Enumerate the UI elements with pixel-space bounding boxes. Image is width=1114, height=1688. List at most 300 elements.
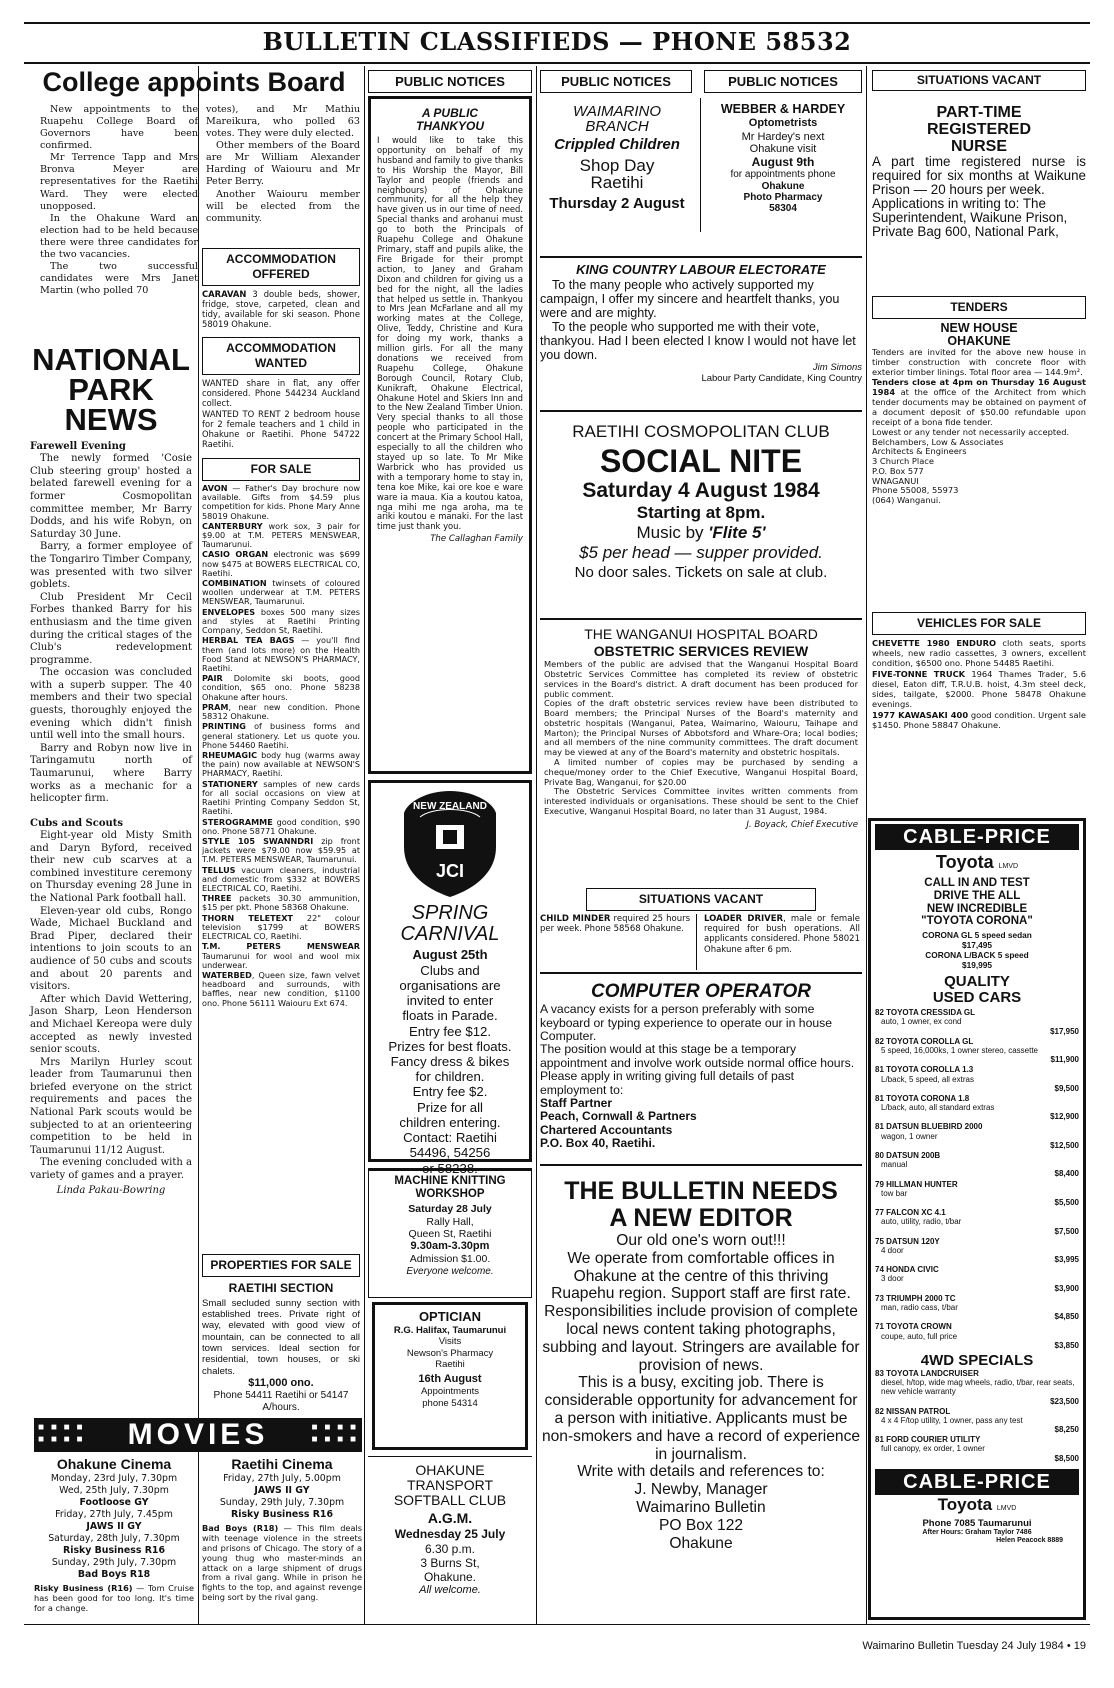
carnival-date: August 25th bbox=[412, 947, 488, 962]
cinema-name: Raetihi Cinema bbox=[231, 1456, 333, 1472]
column-rule bbox=[696, 914, 697, 970]
hospital-board-name: THE WANGANUI HOSPITAL BOARD bbox=[584, 626, 818, 642]
car-price: $3,995 bbox=[1054, 1255, 1079, 1265]
body-line: Our old one's worn out!!! bbox=[616, 1232, 786, 1249]
carnival-line: organisations are bbox=[399, 978, 501, 994]
car-listing bbox=[875, 1435, 1079, 1463]
raetihi-section-heading: RAETIHI SECTION bbox=[228, 1281, 334, 1295]
for-sale-ad bbox=[202, 636, 360, 673]
ad-text: — Father's Day brochure now available. Gifts from $4.59 plus competition for kids. Phone Mary Anne 58019 Ohakune. bbox=[202, 482, 360, 521]
for-sale-ad bbox=[202, 780, 360, 817]
lead-word: STYLE 105 SWANNDRI bbox=[202, 835, 314, 846]
used-cars-list bbox=[875, 1008, 1079, 1350]
tender-project bbox=[872, 322, 1086, 348]
body-line: PO Box 122 bbox=[658, 1516, 744, 1534]
vehicle-ad bbox=[872, 711, 1086, 731]
car-price: $4,850 bbox=[1054, 1312, 1079, 1322]
child-minder-ad bbox=[540, 914, 690, 934]
ad-text: , near new condition. Phone 58312 Ohakune. bbox=[202, 701, 360, 722]
model-name: CORONA L/BACK 5 speed bbox=[925, 950, 1029, 961]
body-line: Ohakune bbox=[669, 1534, 733, 1552]
name-line: SOFTBALL CLUB bbox=[393, 1492, 507, 1508]
car-listing bbox=[875, 1237, 1079, 1265]
venue-line: Newson's Pharmacy bbox=[406, 1347, 494, 1359]
thankyou-heading bbox=[377, 107, 523, 133]
cinema-note bbox=[34, 1584, 194, 1614]
public-thankyou bbox=[368, 96, 532, 774]
tenders-heading: TENDERS bbox=[872, 296, 1086, 319]
film-strip-icon: ■ ■ ■ ■ ■ ■ ■ ■ bbox=[311, 1422, 358, 1445]
project-line: OHAKUNE bbox=[947, 334, 1011, 348]
car-listing bbox=[875, 1122, 1079, 1150]
lead-word: PRINTING bbox=[202, 721, 246, 732]
properties-text: Small secluded sunny section with established trees. Private right of way, elevated with good view of mountain, can be connected to all town services. Ideal section for residential, town houses, or ski chalets. bbox=[202, 1297, 360, 1377]
for-sale-ad bbox=[202, 914, 360, 942]
lead-word: CHILD MINDER bbox=[540, 914, 611, 924]
name-line: BRANCH bbox=[585, 118, 649, 135]
public-notices-heading: PUBLIC NOTICES bbox=[368, 70, 532, 93]
properties-phone: Phone 54411 Raetihi or 54147 A/hours. bbox=[213, 1390, 349, 1414]
college-col1 bbox=[40, 104, 198, 297]
for-sale-ad bbox=[202, 522, 360, 550]
cable-price-banner: CABLE-PRICE bbox=[875, 1469, 1079, 1495]
event-date: Thursday 2 August bbox=[549, 195, 685, 213]
movie-title: Bad Boys R18 bbox=[77, 1569, 151, 1581]
lead-word: STATIONERY bbox=[202, 778, 258, 789]
movies-banner bbox=[34, 1418, 362, 1452]
car-price: $8,250 bbox=[1054, 1425, 1079, 1435]
tenders-section bbox=[872, 296, 1086, 602]
car-model: 82 NISSAN PATROL bbox=[875, 1406, 951, 1416]
car-details: auto, 1 owner, ex cond bbox=[881, 1017, 962, 1027]
specials-heading: 4WD SPECIALS bbox=[920, 1351, 1034, 1369]
heading-line: THANKYOU bbox=[416, 119, 484, 133]
optician-heading: OPTICIAN bbox=[418, 1309, 482, 1324]
computer-operator-ad bbox=[540, 972, 862, 1158]
ohakune-cinema bbox=[34, 1456, 194, 1614]
carnival-line: Fancy dress & bikes bbox=[390, 1054, 510, 1070]
paragraph: The occasion was concluded with a superb supper. The 40 members and their two special guests, thoroughly enjoyed the evening which didn't finish until well into the small hours. bbox=[30, 667, 192, 742]
architect-address bbox=[872, 438, 1086, 506]
carnival-line: or 58238. bbox=[422, 1160, 478, 1176]
knitting-welcome: Everyone welcome. bbox=[406, 1266, 494, 1277]
situations-heading: SITUATIONS VACANT bbox=[586, 888, 816, 911]
lead-word: TELLUS bbox=[202, 864, 236, 875]
car-price: $17,950 bbox=[1050, 1026, 1079, 1036]
event-name: Shop Day bbox=[579, 156, 655, 176]
paragraph: A limited number of copies may be purchased by sending a cheque/money order to the Chief Executive, Wanganui Hospital Board, Private Bag, Wanganui, for $20.00 bbox=[544, 756, 858, 787]
ad-text: twinsets of coloured woollen underwear at T.M. PETERS MENSWEAR, Taumarunui. bbox=[202, 578, 360, 607]
knitting-time: 9.30am-3.30pm bbox=[410, 1239, 490, 1252]
brand-name: Toyota bbox=[937, 1494, 993, 1514]
note-text: — This film deals with teenage violence in the streets and prisons of Chicago. The story of a young thug who master-minds an attack on a large shipment of drugs from a rival gang. While in prison he fights to the top, and against revenge being sort by the rival gang. bbox=[202, 1523, 362, 1603]
movies-title: MOVIES bbox=[127, 1418, 269, 1451]
car-details: 3 door bbox=[881, 1274, 904, 1284]
computer-p2: The position would at this stage be a temporary appointment and involve work outside normal office hours. bbox=[540, 1042, 855, 1070]
car-model: 73 TRIUMPH 2000 TC bbox=[875, 1293, 956, 1303]
address-line: Belchambers, Low & Associates bbox=[872, 436, 1004, 447]
heading-line: PART-TIME bbox=[936, 104, 1022, 121]
vehicles-heading: VEHICLES FOR SALE bbox=[872, 612, 1086, 635]
movie-title: Footloose GY bbox=[79, 1497, 149, 1509]
for-sale-ad bbox=[202, 579, 360, 607]
public-notices-heading: PUBLIC NOTICES bbox=[704, 70, 862, 93]
paragraph: The newly formed 'Cosie Club steering group' hosted a belated farewell evening for a former Cosmopolitan committee member, Mr Barry Dodds, and his wife Robyn, on Saturday 30 June. bbox=[30, 453, 192, 540]
address-line: Chartered Accountants bbox=[540, 1122, 673, 1137]
lead-word: THORN TELETEXT bbox=[202, 912, 293, 923]
showtime: Monday, 23rd July, 7.30pm bbox=[50, 1473, 178, 1485]
for-sale-ad bbox=[202, 674, 360, 702]
band-name: 'Flite 5' bbox=[708, 522, 766, 542]
computer-p3: Please apply in writing giving full details of past employment to: bbox=[540, 1069, 795, 1097]
showtime: Saturday, 28th July, 7.30pm bbox=[48, 1533, 180, 1545]
model-name: CORONA GL 5 speed sedan bbox=[922, 930, 1032, 941]
carnival-line: Clubs and bbox=[420, 962, 480, 978]
body-line: Write with details and references to: bbox=[577, 1463, 825, 1481]
for-sale-ad bbox=[202, 866, 360, 894]
toyota-brand bbox=[875, 852, 1079, 877]
lead-word: ENVELOPES bbox=[202, 606, 256, 617]
address-line: P.O. Box 40, Raetihi. bbox=[540, 1136, 656, 1151]
for-sale-ad bbox=[202, 550, 360, 578]
music-label: Music by bbox=[636, 522, 704, 542]
car-price: $11,900 bbox=[1050, 1055, 1079, 1065]
editor-heading-2: A NEW EDITOR bbox=[609, 1204, 793, 1232]
ad-text: 1964 Thames Trader, 5.6 diesel, Eaton diff, T.R.U.B. hoist, 4.3m steel deck, sides, tailgate, $2000. Phone 58478 Ohakune evenings. bbox=[872, 668, 1087, 709]
used-cars-heading bbox=[875, 974, 1079, 1006]
film-strip-icon: ■ ■ ■ ■ ■ ■ ■ ■ bbox=[38, 1422, 85, 1445]
lead-word: WATERBED bbox=[202, 970, 252, 981]
public-notices-heading: PUBLIC NOTICES bbox=[540, 70, 692, 93]
car-details: coupe, auto, full price bbox=[881, 1331, 958, 1341]
car-listing bbox=[875, 1180, 1079, 1208]
closing-date: Tenders close at 4pm on Thursday 16 August 1984 bbox=[872, 376, 1086, 397]
title-line: NATIONAL bbox=[32, 342, 190, 377]
cable-price-phone: Phone 7085 Taumarunui bbox=[922, 1517, 1032, 1529]
heading-line: USED CARS bbox=[932, 989, 1022, 1007]
softball-agm-label: A.G.M. bbox=[427, 1510, 473, 1526]
for-sale-list bbox=[202, 484, 360, 1008]
paragraph: After which David Wettering, Jason Sharp, Leon Henderson and Michael Kereopa were duly accepted as newly invested senior scouts. bbox=[30, 993, 192, 1056]
raetihi-cinema bbox=[202, 1456, 362, 1603]
venue-line: Visits bbox=[438, 1336, 462, 1348]
car-model: 71 TOYOTA CROWN bbox=[875, 1322, 952, 1332]
carnival-line: Entry fee $2. bbox=[412, 1084, 488, 1100]
softball-time: 6.30 p.m. bbox=[424, 1541, 476, 1556]
ad-text: packets 30.30 ammunition, $15 per pkt. Phone 58368 Ohakune. bbox=[202, 893, 360, 913]
hospital-signature: J. Boyack, Chief Executive bbox=[746, 819, 858, 830]
name-line: TRANSPORT bbox=[406, 1477, 494, 1493]
info-line: Photo Pharmacy bbox=[743, 192, 823, 204]
paragraph: Club President Mr Cecil Forbes thanked Barry for his enthusiasm and the time given during the critical stages of the Club's redevelopment programme. bbox=[30, 591, 192, 666]
situations-vacant-section bbox=[540, 888, 862, 972]
carnival-line: for children. bbox=[415, 1069, 485, 1085]
car-model: 79 HILLMAN HUNTER bbox=[875, 1179, 958, 1189]
masthead: BULLETIN CLASSIFIEDS — PHONE 58532 bbox=[24, 22, 1090, 64]
car-details: 4 door bbox=[881, 1245, 904, 1255]
promo-line: CALL IN AND TEST bbox=[924, 877, 1030, 889]
byline: Linda Pakau-Bowring bbox=[56, 1184, 166, 1196]
body-line: We operate from comfortable offices in Ohakune at the centre of this thriving Ruapehu region. Support staff are first rate. bbox=[551, 1249, 851, 1303]
name-line: WAIMARINO bbox=[572, 103, 662, 120]
npnews-title bbox=[30, 342, 192, 437]
venue-line: Rally Hall, bbox=[426, 1215, 474, 1228]
address-line: Architects & Engineers bbox=[872, 446, 967, 457]
car-model: 81 DATSUN BLUEBIRD 2000 bbox=[875, 1122, 983, 1132]
labour-heading: KING COUNTRY LABOUR ELECTORATE bbox=[576, 262, 826, 277]
event-date: Saturday 4 August 1984 bbox=[582, 478, 820, 502]
lead-word: AVON bbox=[202, 482, 228, 493]
car-model: 81 TOYOTA CORONA 1.8 bbox=[875, 1093, 970, 1103]
car-price: $3,900 bbox=[1054, 1283, 1079, 1293]
car-model: 75 DATSUN 120Y bbox=[875, 1236, 940, 1246]
cable-price-ad bbox=[868, 818, 1086, 1620]
specials-list bbox=[875, 1369, 1079, 1463]
address-line: Phone 55008, 55973 bbox=[872, 485, 959, 496]
lead-word: FIVE-TONNE TRUCK bbox=[872, 668, 966, 679]
badge-letters: JCI bbox=[435, 861, 465, 881]
paragraph: Mrs Marilyn Hurley scout leader from Taumarunui then briefed everyone on the strict requirements and paces the National Park scouts would be subjected to at an orienteering competition to be held in Taumarunui 11/12 August. bbox=[30, 1056, 192, 1156]
labour-signature-title: Labour Party Candidate, King Country bbox=[701, 373, 862, 385]
optician-ad bbox=[372, 1302, 528, 1450]
for-sale-ad bbox=[202, 703, 360, 721]
softball-agm bbox=[368, 1456, 532, 1622]
car-details: wagon, 1 owner bbox=[881, 1131, 938, 1141]
carnival-details bbox=[375, 963, 525, 1176]
lead-word: CANTERBURY bbox=[202, 520, 263, 531]
optician-appointments: Appointments bbox=[420, 1386, 480, 1398]
nurse-heading bbox=[872, 104, 1086, 155]
note-title: Bad Boys (R18) bbox=[202, 1523, 279, 1534]
promo-line: "TOYOTA CORONA" bbox=[921, 915, 1033, 928]
event-time: Starting at 8pm. bbox=[636, 502, 766, 522]
info-line: 58304 bbox=[769, 203, 797, 215]
car-listing bbox=[875, 1265, 1079, 1293]
optician-date: 16th August bbox=[418, 1372, 482, 1385]
lead-word: LOADER DRIVER bbox=[704, 914, 784, 924]
pharmacy-info bbox=[704, 181, 862, 214]
carnival-line: invited to enter bbox=[406, 993, 494, 1009]
info-line: Mr Hardey's next bbox=[741, 130, 825, 143]
paragraph: Eight-year old Misty Smith and Daryn Byford, received their new cub scarves at a combined investiture ceremony on Thursday evening 28 June in the National Park football hall. bbox=[30, 830, 192, 904]
appointments-label: for appointments phone bbox=[730, 169, 836, 181]
ad-text: vacuum cleaners, industrial and domestic from $332 at BOWERS ELECTRICAL CO, Raetihi. bbox=[202, 864, 360, 894]
accommodation-wanted-ad: WANTED share in flat, any offer considered. Phone 544234 Auckland collect. bbox=[202, 378, 360, 409]
car-details: full canopy, ex order, 1 owner bbox=[881, 1444, 985, 1454]
hospital-board-notice bbox=[540, 618, 862, 882]
car-listing bbox=[875, 1208, 1079, 1236]
car-details: L/back, 5 speed, all extras bbox=[881, 1074, 974, 1084]
lmvd-label: LMVD bbox=[996, 1504, 1017, 1512]
national-park-news bbox=[30, 342, 192, 1345]
car-price: $8,500 bbox=[1054, 1453, 1079, 1463]
ad-text: — you'll find them (and lots more) on the Health Food Stand at NEWSON'S PHARMACY, Raetihi. bbox=[202, 635, 360, 674]
paragraph: Other members of the Board are Mr William Alexander Harding of Waiouru and Mr Peter Berry. bbox=[206, 140, 360, 188]
paragraph: Barry and Robyn now live in Taringamutu north of Taumarunui, where Barry works as a mechanic for a helicopter firm. bbox=[30, 742, 192, 805]
softball-address bbox=[368, 1556, 532, 1584]
venue-line: Queen St, Raetihi bbox=[408, 1227, 492, 1240]
paragraph: The two successful candidates were Mrs Janet Martin (who polled 70 bbox=[40, 261, 198, 297]
cinema-name: Ohakune Cinema bbox=[56, 1456, 172, 1472]
title-line: NEWS bbox=[64, 402, 158, 437]
paragraph: Eleven-year old cubs, Rongo Wade, Michael Buckland and Brad Piper, declared their intentions to join scouts to an audience of 50 cubs and scouts and about 20 parents and visitors. bbox=[30, 905, 192, 993]
accommodation-offered-ad bbox=[202, 289, 360, 329]
branch-name bbox=[540, 104, 694, 134]
paragraph: Mr Terrence Tapp and Mrs Bronva Meyer are representatives for the Raetihi Ward. They were elected unopposed. bbox=[40, 152, 198, 212]
toyota-brand bbox=[875, 1495, 1079, 1518]
showtime: Sunday, 29th July, 7.30pm bbox=[51, 1557, 177, 1569]
ad-text: Taumarunui for wool and wool mix underwear. bbox=[202, 950, 360, 970]
car-model: 82 TOYOTA CRESSIDA GL bbox=[875, 1008, 976, 1018]
car-details: manual bbox=[881, 1160, 908, 1170]
ad-text: cloth seats, sports wheels, new radio cassettes, 3 owners, excellent condition, $6500 ono. Phone 54485 Raetihi. bbox=[872, 638, 1086, 668]
body-line: This is a busy, exciting job. There is considerable opportunity for advancement for a person with initiative. Applicants must be non-smokers and have a record of experience in journalism. bbox=[541, 1374, 861, 1463]
ad-text: 22" colour television $1799 at BOWERS ELECTRICAL CO, Raetihi. bbox=[202, 912, 360, 942]
properties-for-sale bbox=[202, 1254, 360, 1414]
car-listing bbox=[875, 1151, 1079, 1179]
column-rule bbox=[536, 66, 537, 1624]
lead-word: HERBAL TEA BAGS bbox=[202, 635, 295, 646]
body-line: Responsibilities include provision of complete local news content taking photographs, subbing and layout. Stringers are available for provision of news. bbox=[542, 1303, 860, 1374]
ad-text: 3 double beds, shower, fridge, stove, carpeted, clean and tidy, available for ski season. Phone 58019 Ohakune. bbox=[202, 289, 360, 330]
body-line: Waimarino Bulletin bbox=[636, 1498, 766, 1516]
ad-text: good condition. Urgent sale $1450. Phone 58847 Ohakune. bbox=[872, 709, 1086, 730]
page-footer: Waimarino Bulletin Tuesday 24 July 1984 • 19 bbox=[862, 1640, 1086, 1652]
heading-line: REGISTERED bbox=[926, 121, 1031, 138]
softball-date: Wednesday 25 July bbox=[394, 1527, 506, 1542]
car-listing bbox=[875, 1094, 1079, 1122]
paragraph: votes), and Mr Mathiu Mareikura, who polled 63 votes. They were duly elected. bbox=[206, 104, 360, 140]
carnival-title: SPRING CARNIVAL bbox=[400, 902, 500, 945]
computer-heading: COMPUTER OPERATOR bbox=[591, 981, 811, 1002]
accommodation-offered-heading: ACCOMMODATION OFFERED bbox=[202, 248, 360, 286]
cinema-schedule bbox=[34, 1473, 194, 1581]
car-model: 77 FALCON XC 4.1 bbox=[875, 1208, 946, 1218]
lead-word: RHEUMAGIC bbox=[202, 749, 258, 760]
note-text: — Tom Cruise has been good for too long. It's time for a change. bbox=[34, 1583, 194, 1614]
optician-name: R.G. Halifax, Taumarunui bbox=[393, 1324, 507, 1336]
paragraph: Copies of the draft obstetric services review have been distributed to Board members; the Principal Nurses of the Board's maternity and obstetric hospitals (Wanganui, Patea, Waimarino, Waiouru, Taihape and Marton); the Principal Nurses of Abbotsford and Whare-Ora; local bodies; and all members of the nine community committees. The draft document may be viewed at any of the Board's maternity and obstetric hospitals. bbox=[544, 698, 858, 758]
heading-line: A PUBLIC bbox=[421, 106, 479, 120]
ad-text: boxes 500 many sizes and styles at Raetihi Printing Company, Seddon St, Raetihi. bbox=[202, 606, 360, 636]
car-price: $9,500 bbox=[1054, 1083, 1079, 1093]
carnival-line: floats in Parade. bbox=[402, 1008, 498, 1024]
movie-title: JAWS II GY bbox=[254, 1485, 310, 1497]
address-line: P.O. Box 577 bbox=[872, 465, 924, 476]
bottom-rule bbox=[24, 1624, 1090, 1625]
lead-word: CASIO ORGAN bbox=[202, 549, 269, 560]
car-price: $23,500 bbox=[1050, 1396, 1079, 1406]
car-model: 80 DATSUN 200B bbox=[875, 1151, 941, 1160]
visit-info bbox=[704, 131, 862, 155]
knitting-admission: Admission $1.00. bbox=[409, 1253, 491, 1266]
car-price: $3,850 bbox=[1054, 1340, 1079, 1350]
movie-title: Risky Business R16 bbox=[63, 1545, 165, 1557]
editor-body bbox=[540, 1232, 862, 1552]
hospital-body bbox=[544, 660, 858, 817]
for-sale-ad bbox=[202, 608, 360, 636]
paragraph: The evening concluded with a variety of games and a prayer. bbox=[30, 1157, 192, 1182]
movies-section bbox=[34, 1418, 362, 1623]
knitting-heading: MACHINE KNITTING WORKSHOP bbox=[394, 1175, 506, 1200]
showtime: Friday, 27th July, 5.00pm bbox=[223, 1473, 341, 1485]
labour-electorate-notice bbox=[540, 256, 862, 392]
promo-line: DRIVE THE ALL bbox=[933, 889, 1021, 902]
lead-word: THREE bbox=[202, 893, 232, 904]
social-nite-ad bbox=[540, 410, 862, 590]
car-details: diesel, h/top, wide mag wheels, radio, t/bar, rear seats, new vehicle warranty bbox=[881, 1378, 1075, 1397]
for-sale-heading: FOR SALE bbox=[202, 458, 360, 481]
address-line: 3 Church Place bbox=[872, 456, 934, 467]
thankyou-text: I would like to take this opportunity on behalf of my husband and family to give thanks to His Worship the Mayor, Bill Taylor and people (friends and neighbours) of Ohakune community, for all the help they have given us in our time of need. Special thanks and arohanui must go to both the Principals of Ruapehu College and Ohakune Primary, staff and pupils alike, the Fire Brigade for their prompt action, to Janey and Graham Dixon and children for giving us a bed for the night, all the ladies that helped us settle in. Thankyou to Mrs Jean McFarlane and all my working mates at the College, Olive, Teddy, Christine and Kura for doing my work, thanks a million girls. For all the many donations we received from Ruapehu College, Ohakune Borough Council, Rotary Club, Kunikraft, Ohakune Electrical, Ohakune Hotel and Skiers Inn and to the New Zealand Timber Union. Very special thanks to all those people who participated in the concert at the Primary School Hall, especially to all the children who stayed up so late. To Mr Mike Warbrick who has provided us with a temporary home to stay in, tena koe Mike, kai ore koe e ware ware ia maua. Kia a koutou katoa, nga mihi me nga aroha, ma te ariki koutou e manaki. For the last time just thank you. bbox=[377, 135, 523, 532]
car-listing bbox=[875, 1294, 1079, 1322]
name-line: OHAKUNE bbox=[415, 1462, 485, 1478]
tender-close bbox=[872, 378, 1086, 428]
car-details: auto, utility, radio, t/bar bbox=[881, 1217, 962, 1227]
labour-p2: To the people who supported me with their vote, thankyou. Had I been elected I know I would not have let you down. bbox=[540, 319, 856, 362]
lmvd-label: LMVD bbox=[998, 863, 1019, 870]
car-model: 81 TOYOTA COROLLA 1.3 bbox=[875, 1065, 974, 1075]
address-line: (064) Wanganui. bbox=[872, 495, 941, 506]
car-listing bbox=[875, 1008, 1079, 1036]
hospital-review-title: OBSTETRIC SERVICES REVIEW bbox=[593, 643, 809, 660]
computer-p1: A vacancy exists for a person preferably with some keyboard or typing experience to operate our in house Computer. bbox=[540, 1002, 833, 1043]
nurse-text: A part time registered nurse is required for six months at Waikune Prison — 20 hours per week. bbox=[872, 154, 1086, 197]
crippled-children-shop-day bbox=[540, 98, 694, 238]
corona-promo bbox=[875, 877, 1079, 928]
jaycee-badge-icon bbox=[400, 787, 500, 899]
lead-word: PRAM bbox=[202, 701, 229, 712]
paragraph: In the Ohakune Ward an election had to be held because there were three candidates for the two vacancies. bbox=[40, 212, 198, 260]
for-sale-ad bbox=[202, 942, 360, 970]
badge-arc-text: NEW ZEALAND bbox=[413, 801, 487, 812]
optometrist-name: WEBBER & HARDEY bbox=[720, 102, 846, 116]
farewell-body bbox=[30, 453, 192, 806]
heading-line: QUALITY bbox=[944, 973, 1010, 991]
labour-p1: To the many people who actively supported my campaign, I offer my sincere and heartfelt thanks, you were and are mighty. bbox=[540, 277, 840, 320]
paragraph: The Obstetric Services Committee invites written comments from interested individuals or organisations. These should be sent to the Chief Executive, Wanganui Hospital Board, no later than 31 August, 1984. bbox=[544, 786, 858, 816]
car-details: tow bar bbox=[881, 1188, 908, 1198]
knitting-date: Saturday 28 July bbox=[408, 1203, 492, 1215]
car-listing bbox=[875, 1369, 1079, 1406]
for-sale-ad bbox=[202, 837, 360, 865]
ad-text: good condition, $90 ono. Phone 58771 Ohakune. bbox=[202, 816, 360, 836]
column-rule bbox=[866, 66, 867, 1624]
car-price: $5,500 bbox=[1054, 1197, 1079, 1207]
car-listing bbox=[875, 1037, 1079, 1065]
address-line: 3 Burns St, bbox=[420, 1556, 480, 1571]
lead-word: STEROGRAMME bbox=[202, 816, 273, 827]
address-line: Peach, Cornwall & Partners bbox=[540, 1109, 697, 1124]
nurse-apply: Applications in writing to: The Superintendent, Waikune Prison, Private Bag 600, National Park, bbox=[872, 196, 1068, 239]
club-name: RAETIHI COSMOPOLITAN CLUB bbox=[572, 422, 830, 441]
properties-heading: PROPERTIES FOR SALE bbox=[202, 1254, 360, 1277]
lead-word: T.M. PETERS MENSWEAR bbox=[202, 941, 360, 952]
ad-text: electronic was $699 now $475 at BOWERS ELECTRICAL CO, Raetihi. bbox=[202, 549, 360, 578]
optometrists-ad bbox=[704, 98, 862, 232]
paragraph: Members of the public are advised that the Wanganui Hospital Board Obstetric Services Committee has completed its review of obstetric services in the Board's district. A draft document has been produced for public comment. bbox=[544, 659, 858, 699]
movie-title: Risky Business R16 bbox=[231, 1509, 333, 1521]
carnival-line: Prize for all bbox=[417, 1099, 483, 1115]
lead-word: PAIR bbox=[202, 673, 223, 684]
college-headline: College appoints Board bbox=[42, 67, 346, 97]
ad-text: samples of new cards for all social occasions on view at Raetihi Printing Company Seddon St, Raetihi. bbox=[202, 778, 360, 817]
note-title: Risky Business (R16) bbox=[34, 1583, 133, 1594]
car-model: 81 FORD COURIER UTILITY bbox=[875, 1435, 981, 1445]
paragraph: New appointments to the Ruapehu College Board of Governors have been confirmed. bbox=[40, 104, 198, 152]
vehicles-section bbox=[872, 612, 1086, 812]
ad-text: body hug (warms away the pain) now available at NEWSON'S PHARMACY, Raetihi. bbox=[202, 749, 360, 779]
